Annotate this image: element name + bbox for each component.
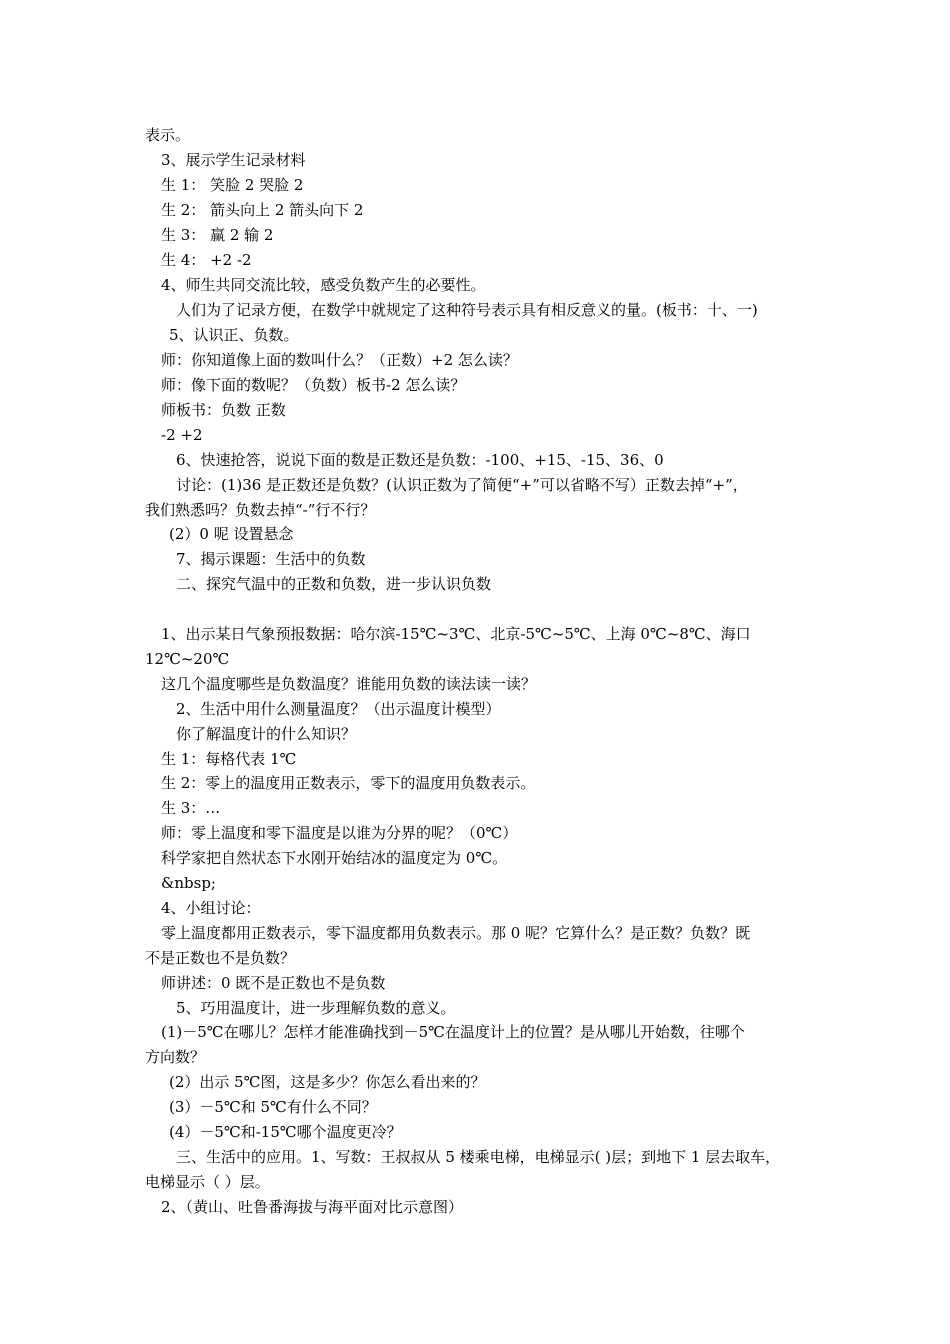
text-line: 讨论：(1)36 是正数还是负数？(认识正数为了简便“+”可以省略不写）正数去掉“+”， xyxy=(176,476,748,494)
text-line: 表示。 xyxy=(145,126,191,144)
text-line: (2）出示 5℃图，这是多少？你怎么看出来的？ xyxy=(169,1073,486,1091)
text-line: 5、认识正、负数。 xyxy=(169,326,299,344)
text-line: 12℃~20℃ xyxy=(145,650,230,668)
text-line: 生 3： 赢 2 输 2 xyxy=(161,226,274,244)
text-line: (4）－5℃和-15℃哪个温度更冷？ xyxy=(169,1123,402,1141)
text-line: 这几个温度哪些是负数温度？谁能用负数的读法读一读？ xyxy=(161,675,537,693)
text-line: 生 1： 笑脸 2 哭脸 2 xyxy=(161,176,304,194)
text-line: 师讲述：0 既不是正数也不是负数 xyxy=(161,974,386,992)
text-line: 生 2： 箭头向上 2 箭头向下 2 xyxy=(161,201,364,219)
text-line: 生 2：零上的温度用正数表示，零下的温度用负数表示。 xyxy=(161,774,536,792)
text-line: 4、小组讨论： xyxy=(161,899,261,917)
text-line: 师：你知道像上面的数叫什么？（正数）+2 怎么读？ xyxy=(161,351,518,369)
text-line: 不是正数也不是负数？ xyxy=(145,949,296,967)
text-line: 三、生活中的应用。1、写数：王叔叔从 5 楼乘电梯，电梯显示( )层；到地下 1 层去取车， xyxy=(176,1148,781,1166)
text-line: 二、探究气温中的正数和负数，进一步认识负数 xyxy=(176,575,492,593)
text-line: 生 1：每格代表 1℃ xyxy=(161,750,297,768)
text-line: 师：零上温度和零下温度是以谁为分界的呢？（0℃） xyxy=(161,824,518,842)
text-line: -2 +2 xyxy=(161,426,203,444)
text-line: (2）0 呢 设置悬念 xyxy=(169,525,294,543)
text-line: 生 4： +2 -2 xyxy=(161,251,252,269)
text-line: 2、（黄山、吐鲁番海拔与海平面对比示意图） xyxy=(161,1198,464,1216)
text-line: 我们熟悉吗？负数去掉“-”行不行？ xyxy=(145,501,376,519)
text-line: 你了解温度计的什么知识？ xyxy=(176,725,357,743)
text-line: 师板书：负数 正数 xyxy=(161,401,286,419)
text-line: 7、揭示课题：生活中的负数 xyxy=(176,550,366,568)
text-line: 4、师生共同交流比较，感受负数产生的必要性。 xyxy=(161,276,486,294)
text-line: 电梯显示（ ）层。 xyxy=(145,1173,270,1191)
text-line: 5、巧用温度计，进一步理解负数的意义。 xyxy=(176,999,456,1017)
text-line: 师：像下面的数呢？（负数）板书-2 怎么读？ xyxy=(161,376,466,394)
text-line: 3、展示学生记录材料 xyxy=(161,151,306,169)
text-line: (1)－5℃在哪儿？怎样才能准确找到－5℃在温度计上的位置？是从哪儿开始数，往哪个 xyxy=(161,1023,745,1041)
text-line: (3）－5℃和 5℃有什么不同？ xyxy=(169,1098,377,1116)
text-line: 人们为了记录方便，在数学中就规定了这种符号表示具有相反意义的量。(板书：十、一) xyxy=(176,301,758,319)
text-line: 科学家把自然状态下水刚开始结冰的温度定为 0℃。 xyxy=(161,849,508,867)
text-line: 2、生活中用什么测量温度？（出示温度计模型） xyxy=(176,700,501,718)
text-line: 方向数？ xyxy=(145,1048,206,1066)
text-line: 生 3：… xyxy=(161,799,221,817)
text-line: &nbsp; xyxy=(161,874,216,892)
text-line: 6、快速抢答，说说下面的数是正数还是负数：-100、+15、-15、36、0 xyxy=(176,451,664,469)
text-line: 零上温度都用正数表示，零下温度都用负数表示。那 0 呢？它算什么？是正数？负数？既 xyxy=(161,924,751,942)
text-line: 1、出示某日气象预报数据：哈尔滨-15℃~3℃、北京-5℃~5℃、上海 0℃~8℃、海口 xyxy=(161,625,751,643)
